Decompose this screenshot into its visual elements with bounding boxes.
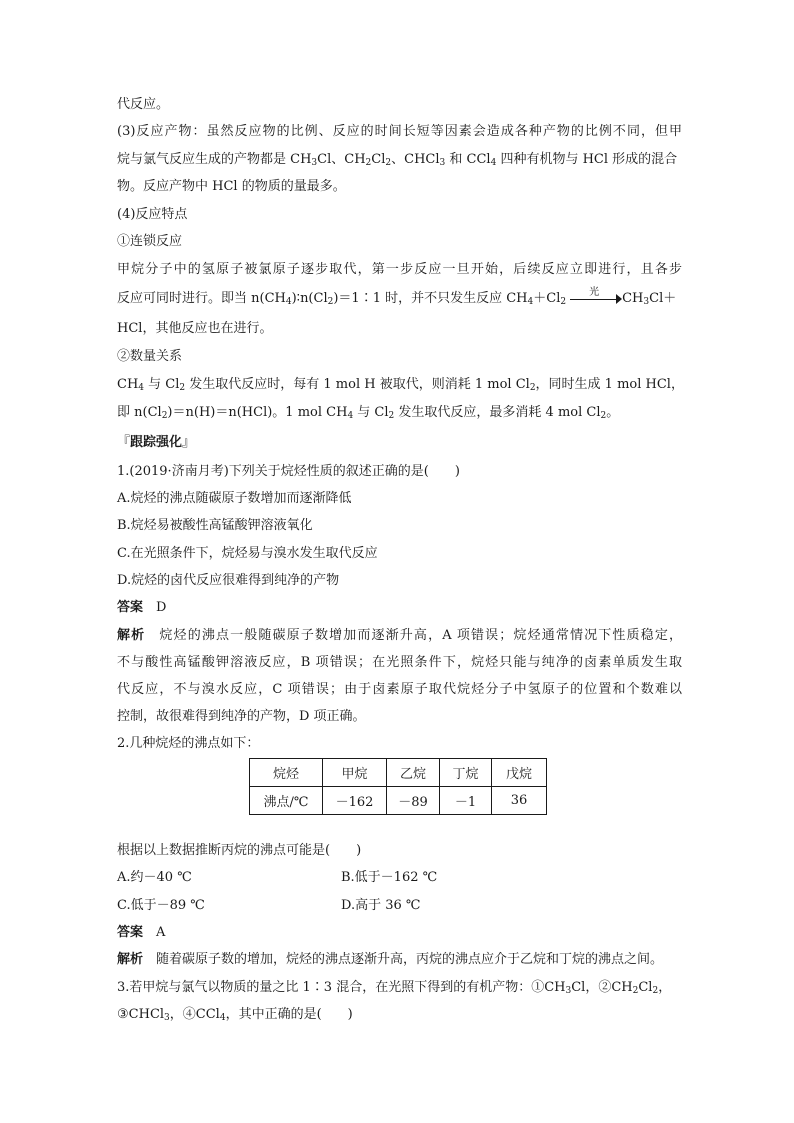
option-a: A.约－40 ℃ — [117, 870, 192, 885]
option-b: B.低于－162 ℃ — [341, 870, 438, 885]
table-cell: 丁烷 — [440, 759, 492, 787]
section-title — [117, 434, 195, 452]
section-title-text: 跟踪强化 — [130, 435, 183, 450]
subscript: 4 — [347, 411, 354, 421]
text-line: (4)反应特点 — [117, 207, 188, 222]
text-run: Cl — [371, 152, 386, 167]
subscript: 2 — [560, 297, 567, 307]
table-cell: －1 — [440, 787, 492, 815]
answer-value: D — [156, 600, 167, 615]
subscript: 2 — [365, 158, 372, 168]
text-line: ②数量关系 — [117, 349, 183, 364]
subscript: 2 — [327, 297, 334, 307]
subscript: 2 — [600, 411, 607, 421]
analysis-line: 控制，故很难得到纯净的产物，D 项正确。 — [117, 709, 366, 724]
text-run: Cl，②CH — [571, 980, 633, 995]
subscript: 4 — [138, 383, 145, 393]
text-run: ，其中正确的是( ) — [225, 1007, 353, 1022]
subscript: 3 — [565, 986, 572, 996]
text-run: Cl、CH — [317, 152, 366, 167]
option-a: A.烷烃的沸点随碳原子数增加而逐渐降低 — [117, 491, 352, 506]
text-run: )＝n(H)＝n(HCl)。1 mol CH — [167, 405, 348, 420]
boiling-point-table — [249, 758, 547, 815]
analysis-line — [117, 627, 682, 645]
table-cell: －89 — [387, 787, 440, 815]
question-stem — [117, 979, 682, 997]
analysis-label: 解析 — [117, 952, 144, 967]
answer-value: A — [156, 925, 166, 940]
subscript: 4 — [219, 1013, 226, 1023]
analysis-text: 随着碳原子数的增加，烷烃的沸点逐渐升高，丙烷的沸点应介于乙烷和丁烷的沸点之间。 — [156, 952, 664, 967]
subscript: 2 — [385, 158, 392, 168]
text-run: 四种有机物与 HCl 形成的混合 — [496, 152, 678, 167]
text-run: 发生取代反应，最多消耗 4 mol Cl — [394, 405, 601, 420]
question-stem: 1.(2019·济南月考)下列关于烷烃性质的叙述正确的是( ) — [117, 464, 460, 479]
text-run: ＋Cl — [533, 291, 561, 306]
table-cell: 甲烷 — [323, 759, 387, 787]
option-c: C.低于－89 ℃ — [117, 898, 205, 913]
bracket-close: 』 — [182, 435, 196, 450]
answer-label: 答案 — [117, 925, 144, 940]
text-run: 即 n(Cl — [117, 405, 162, 420]
table-cell: 戊烷 — [492, 759, 547, 787]
text-line — [117, 376, 682, 394]
option-d: D.烷烃的卤代反应很难得到纯净的产物 — [117, 573, 340, 588]
arrow-condition-label: 光 — [589, 287, 600, 298]
arrow-line — [570, 299, 620, 300]
text-line — [117, 287, 682, 308]
option-d: D.高于 36 ℃ — [341, 898, 421, 913]
text-line — [117, 151, 682, 169]
reaction-arrow — [566, 287, 622, 308]
text-run: CH — [622, 291, 644, 306]
text-run: Cl — [638, 980, 653, 995]
text-run: Cl＋ — [649, 291, 677, 306]
option-c: C.在光照条件下，烷烃易与溴水发生取代反应 — [117, 546, 378, 561]
analysis-line — [117, 951, 682, 969]
text-run: ，同时生成 1 mol HCl， — [535, 377, 684, 392]
text-line: 代反应。 — [117, 97, 170, 112]
table-cell: 沸点/℃ — [250, 787, 323, 815]
arrow-head-icon — [616, 294, 622, 304]
subscript: 3 — [439, 158, 446, 168]
text-run: 和 CCl — [445, 152, 491, 167]
table-cell: 烷烃 — [250, 759, 323, 787]
text-run: CH — [117, 377, 139, 392]
subscript: 2 — [161, 411, 168, 421]
subscript: 4 — [527, 297, 534, 307]
text-line — [117, 404, 682, 422]
answer-line — [117, 924, 682, 942]
analysis-text: 烷烃的沸点一般随碳原子数增加而逐渐升高，A 项错误；烷烃通常情况下性质稳定， — [159, 628, 682, 643]
text-run: 3.若甲烷与氯气以物质的量之比 1∶3 混合，在光照下得到的有机产物：①CH — [117, 980, 566, 995]
subscript: 2 — [179, 383, 186, 393]
analysis-line: 代反应，不与溴水反应，C 项错误；由于卤素原子取代烷烃分子中氢原子的位置和个数难以 — [117, 682, 682, 697]
table-row — [250, 787, 547, 815]
text-run: 与 Cl — [353, 405, 389, 420]
text-line: 物。反应产物中 HCl 的物质的量最多。 — [117, 179, 346, 194]
text-run: 与 Cl — [144, 377, 180, 392]
text-run: ，④CCl — [169, 1007, 220, 1022]
text-run: 发生取代反应时，每有 1 mol H 被取代，则消耗 1 mol Cl — [185, 377, 530, 392]
table-cell: －162 — [323, 787, 387, 815]
subscript: 4 — [490, 158, 497, 168]
text-run: 烷与氯气反应生成的产物都是 CH — [117, 152, 312, 167]
text-run: ③CHCl — [117, 1007, 165, 1022]
subscript: 4 — [285, 297, 292, 307]
subscript: 2 — [529, 383, 536, 393]
text-line: (3)反应产物：虽然反应物的比例、反应的时间长短等因素会造成各种产物的比例不同，但甲 — [117, 124, 682, 139]
answer-label: 答案 — [117, 600, 144, 615]
text-run: 。 — [606, 405, 620, 420]
option-b: B.烷烃易被酸性高锰酸钾溶液氧化 — [117, 518, 313, 533]
table-cell: 36 — [492, 787, 547, 815]
subscript: 2 — [652, 986, 659, 996]
question-stem: 2.几种烷烃的沸点如下： — [117, 736, 260, 751]
subscript: 2 — [632, 986, 639, 996]
table-cell: 乙烷 — [387, 759, 440, 787]
text-run: ， — [658, 980, 672, 995]
text-run: )＝1∶1 时，并不只发生反应 CH — [333, 291, 528, 306]
question-text: 根据以上数据推断丙烷的沸点可能是( ) — [117, 843, 362, 858]
subscript: 3 — [164, 1013, 170, 1023]
text-line: ①连锁反应 — [117, 234, 183, 249]
answer-line — [117, 599, 682, 617]
question-stem — [117, 1006, 682, 1024]
table-header-row — [250, 759, 547, 787]
subscript: 3 — [311, 158, 318, 168]
analysis-line: 不与酸性高锰酸钾溶液反应，B 项错误；在光照条件下，烷烃只能与纯净的卤素单质发生取 — [117, 655, 682, 670]
bracket-open: 『 — [117, 435, 131, 450]
analysis-label: 解析 — [117, 628, 146, 643]
subscript: 3 — [643, 297, 650, 307]
text-run: 、CHCl — [391, 152, 440, 167]
text-run: )∶n(Cl — [291, 291, 328, 306]
subscript: 2 — [388, 411, 395, 421]
text-line: HCl，其他反应也在进行。 — [117, 321, 273, 336]
text-run: 反应可同时进行。即当 n(CH — [117, 291, 286, 306]
text-line: 甲烷分子中的氢原子被氯原子逐步取代，第一步反应一旦开始，后续反应立即进行，且各步 — [117, 262, 682, 277]
